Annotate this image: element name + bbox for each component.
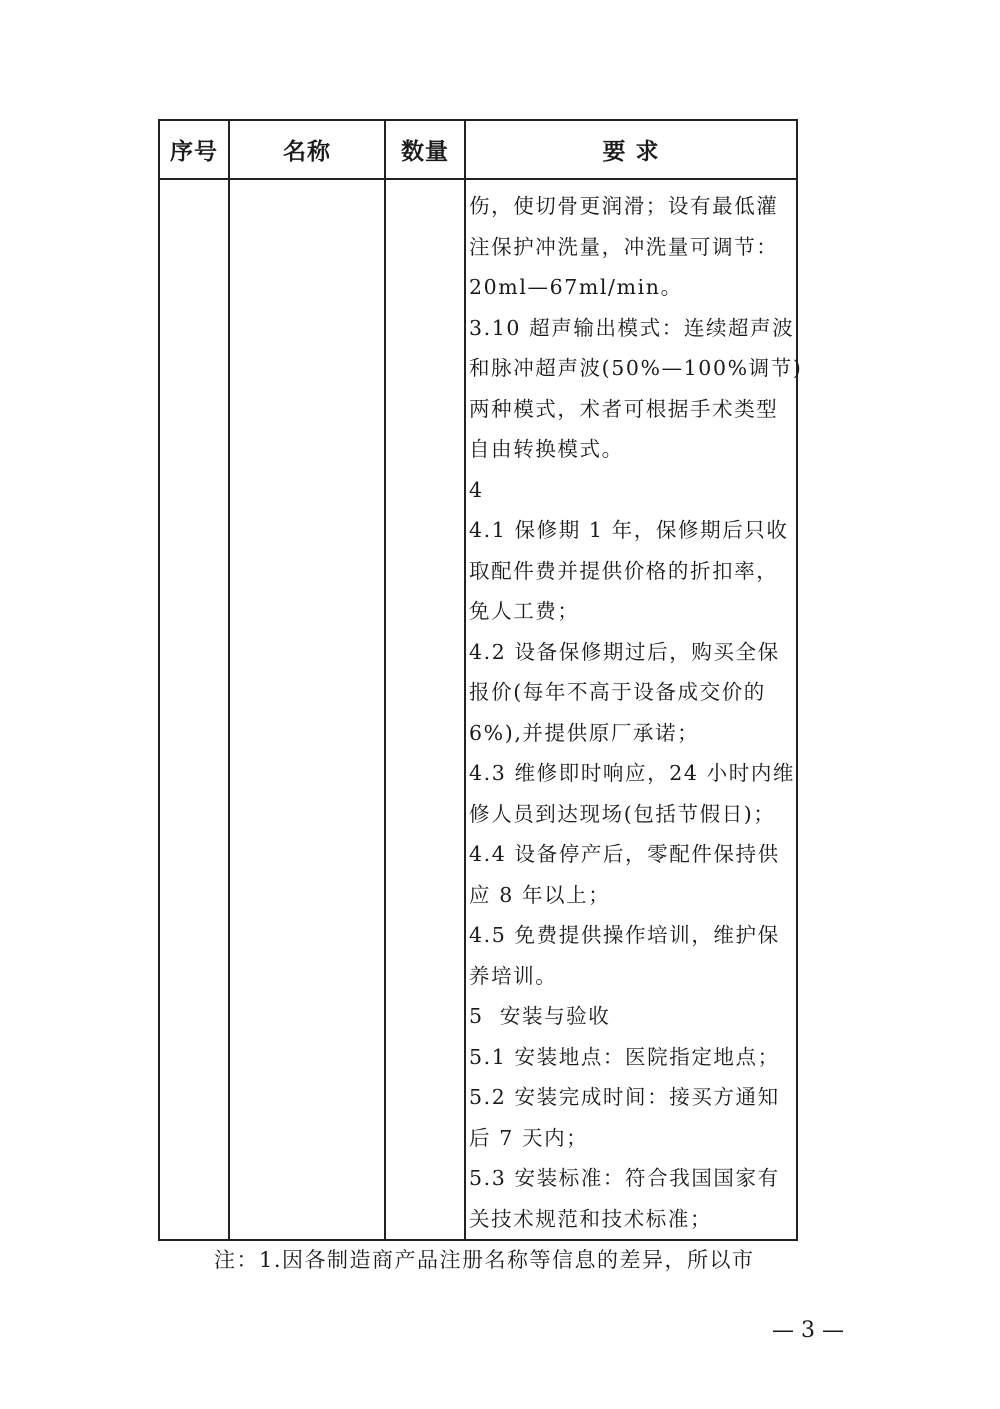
requirement-line: 取配件费并提供价格的折扣率， xyxy=(469,558,779,583)
requirement-line: 5.2 安装完成时间：接买方通知 xyxy=(469,1085,780,1109)
requirement-line: 5.3 安装标准：符合我国国家有 xyxy=(469,1166,780,1190)
table-row xyxy=(159,179,797,1240)
cell-seq xyxy=(159,179,229,1240)
table-header-row xyxy=(159,120,797,179)
footnote: 注：1.因各制造商产品注册名称等信息的差异，所以市 xyxy=(214,1248,755,1272)
page-number: — 3 — xyxy=(772,1318,844,1343)
requirement-line: 4.1 保修期 1 年，保修期后只收 xyxy=(469,518,789,542)
requirement-line: 注保护冲洗量，冲洗量可调节： xyxy=(469,234,779,259)
requirement-line: 6%),并提供原厂承诺； xyxy=(469,720,700,745)
requirement-line: 报价(每年不高于设备成交价的 xyxy=(469,680,766,704)
cell-name xyxy=(229,179,385,1240)
requirement-line: 5.1 安装地点：医院指定地点； xyxy=(469,1044,780,1069)
requirement-line: 20ml—67ml/min。 xyxy=(469,275,683,299)
requirement-line: 4 xyxy=(469,477,484,502)
requirement-line: 3.10 超声输出模式：连续超声波 xyxy=(469,315,795,340)
cell-requirements xyxy=(465,179,803,1240)
requirement-line: 自由转换模式。 xyxy=(469,437,624,461)
cell-qty xyxy=(385,179,465,1240)
requirement-line: 修人员到达现场(包括节假日)； xyxy=(469,801,776,826)
header-qty: 数量 xyxy=(385,120,465,179)
requirement-line: 和脉冲超声波(50%—100%调节) xyxy=(469,356,803,380)
requirement-line: 关技术规范和技术标准； xyxy=(469,1206,713,1231)
requirement-line: 后 7 天内； xyxy=(469,1125,589,1150)
spec-table xyxy=(158,119,803,1241)
requirement-line: 养培训。 xyxy=(469,963,558,988)
requirement-line: 4.2 设备保修期过后，购买全保 xyxy=(469,639,780,664)
header-requirements: 要 求 xyxy=(465,120,797,179)
requirement-line: 两种模式，术者可根据手术类型 xyxy=(469,396,779,421)
header-seq: 序号 xyxy=(159,120,229,179)
requirement-line: 4.5 免费提供操作培训，维护保 xyxy=(469,923,780,947)
requirement-line: 4.3 维修即时响应，24 小时内维 xyxy=(469,761,796,785)
requirement-line: 免人工费； xyxy=(469,599,580,623)
requirement-line: 4.4 设备停产后，零配件保持供 xyxy=(469,842,780,866)
requirement-line: 伤，使切骨更润滑；设有最低灌 xyxy=(469,194,779,218)
requirement-line: 5 安装与验收 xyxy=(469,1004,611,1028)
header-name: 名称 xyxy=(229,120,385,179)
requirement-line: 应 8 年以上； xyxy=(469,882,611,907)
